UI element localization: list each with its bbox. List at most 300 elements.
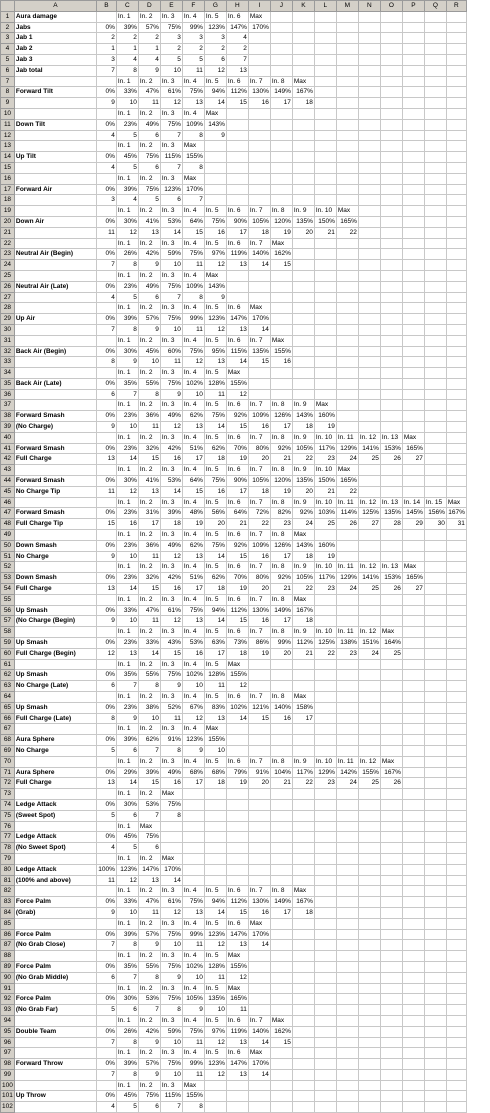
cell[interactable] [204, 832, 226, 843]
cell[interactable] [424, 270, 446, 281]
cell[interactable]: 11 [138, 907, 160, 918]
cell[interactable]: 0% [96, 346, 116, 357]
cell[interactable]: In. 2 [138, 594, 160, 605]
cell[interactable]: 17 [182, 454, 204, 465]
cell[interactable]: 24 [336, 584, 358, 595]
row-label-cell[interactable] [14, 162, 96, 173]
cell[interactable] [446, 400, 466, 411]
cell[interactable] [446, 864, 466, 875]
cell[interactable]: 14 [116, 454, 138, 465]
cell[interactable]: 13 [182, 422, 204, 433]
cell[interactable]: 115% [160, 1091, 182, 1102]
cell[interactable]: In. 4 [182, 497, 204, 508]
cell[interactable] [446, 918, 466, 929]
cell[interactable]: 23 [270, 519, 292, 530]
cell[interactable] [270, 130, 292, 141]
cell[interactable] [380, 465, 402, 476]
cell[interactable]: 12 [116, 486, 138, 497]
cell[interactable] [182, 875, 204, 886]
row-label-cell[interactable] [14, 789, 96, 800]
cell[interactable]: 47% [138, 87, 160, 98]
cell[interactable] [248, 821, 270, 832]
cell[interactable] [446, 270, 466, 281]
cell[interactable] [292, 378, 314, 389]
cell[interactable]: 11 [160, 357, 182, 368]
cell[interactable]: 12 [160, 616, 182, 627]
cell[interactable] [314, 1048, 336, 1059]
cell[interactable] [446, 1048, 466, 1059]
cell[interactable]: 18 [204, 454, 226, 465]
cell[interactable]: 61% [160, 605, 182, 616]
cell[interactable]: 120% [270, 476, 292, 487]
cell[interactable] [402, 540, 424, 551]
cell[interactable]: Max [314, 400, 336, 411]
cell[interactable] [402, 627, 424, 638]
row-header[interactable]: 101 [1, 1091, 15, 1102]
cell[interactable]: 153% [380, 573, 402, 584]
cell[interactable]: 30% [116, 994, 138, 1005]
cell[interactable] [424, 249, 446, 260]
cell[interactable]: In. 1 [116, 11, 138, 22]
cell[interactable] [424, 821, 446, 832]
cell[interactable]: 123% [204, 929, 226, 940]
cell[interactable]: In. 5 [204, 206, 226, 217]
cell[interactable]: 7 [160, 130, 182, 141]
cell[interactable] [204, 152, 226, 163]
cell[interactable] [424, 141, 446, 152]
cell[interactable] [358, 972, 380, 983]
cell[interactable] [248, 44, 270, 55]
cell[interactable]: 7 [116, 681, 138, 692]
cell[interactable] [380, 843, 402, 854]
cell[interactable]: In. 7 [248, 562, 270, 573]
cell[interactable] [336, 789, 358, 800]
cell[interactable] [248, 65, 270, 76]
cell[interactable] [270, 951, 292, 962]
cell[interactable] [314, 130, 336, 141]
row-header[interactable]: 35 [1, 378, 15, 389]
cell[interactable] [204, 843, 226, 854]
cell[interactable]: 138% [336, 638, 358, 649]
cell[interactable] [204, 799, 226, 810]
cell[interactable]: In. 1 [116, 659, 138, 670]
cell[interactable] [336, 281, 358, 292]
cell[interactable]: 9 [96, 422, 116, 433]
cell[interactable] [96, 1015, 116, 1026]
cell[interactable] [358, 1102, 380, 1113]
row-label-cell[interactable]: Forward Throw [14, 1059, 96, 1070]
cell[interactable] [358, 162, 380, 173]
cell[interactable]: In. 1 [116, 76, 138, 87]
cell[interactable] [336, 130, 358, 141]
cell[interactable] [270, 162, 292, 173]
cell[interactable]: 167% [292, 87, 314, 98]
row-label-cell[interactable] [14, 724, 96, 735]
cell[interactable]: 23% [116, 508, 138, 519]
cell[interactable]: 30% [116, 346, 138, 357]
cell[interactable]: 18 [292, 422, 314, 433]
cell[interactable] [380, 692, 402, 703]
cell[interactable]: 14 [226, 357, 248, 368]
cell[interactable]: 11 [226, 1005, 248, 1016]
cell[interactable]: 75% [160, 994, 182, 1005]
cell[interactable] [336, 303, 358, 314]
cell[interactable]: 8 [116, 324, 138, 335]
cell[interactable]: In. 2 [138, 789, 160, 800]
cell[interactable]: 149% [270, 87, 292, 98]
cell[interactable]: 14 [226, 713, 248, 724]
cell[interactable]: 128% [204, 670, 226, 681]
cell[interactable]: 4 [116, 54, 138, 65]
cell[interactable] [402, 616, 424, 627]
cell[interactable]: 97% [204, 1026, 226, 1037]
cell[interactable]: 165% [336, 216, 358, 227]
row-label-cell[interactable]: Full Charge [14, 778, 96, 789]
cell[interactable]: Max [226, 951, 248, 962]
cell[interactable] [424, 454, 446, 465]
cell[interactable] [358, 108, 380, 119]
cell[interactable]: 47% [138, 605, 160, 616]
cell[interactable]: 19 [314, 551, 336, 562]
cell[interactable] [204, 1102, 226, 1113]
cell[interactable]: 22 [292, 584, 314, 595]
cell[interactable] [270, 314, 292, 325]
row-header[interactable]: 19 [1, 206, 15, 217]
cell[interactable]: In. 1 [116, 951, 138, 962]
cell[interactable] [446, 789, 466, 800]
cell[interactable] [402, 681, 424, 692]
cell[interactable]: In. 5 [204, 465, 226, 476]
cell[interactable]: In. 6 [226, 432, 248, 443]
cell[interactable] [270, 724, 292, 735]
row-header[interactable]: 62 [1, 670, 15, 681]
cell[interactable] [402, 400, 424, 411]
cell[interactable] [424, 843, 446, 854]
cell[interactable] [402, 119, 424, 130]
cell[interactable] [446, 1091, 466, 1102]
cell[interactable]: 0% [96, 961, 116, 972]
cell[interactable] [358, 11, 380, 22]
cell[interactable]: 92% [226, 540, 248, 551]
row-label-cell[interactable] [14, 1048, 96, 1059]
cell[interactable]: 35% [116, 378, 138, 389]
cell[interactable] [424, 1026, 446, 1037]
cell[interactable]: In. 5 [204, 335, 226, 346]
cell[interactable] [446, 1069, 466, 1080]
cell[interactable] [336, 368, 358, 379]
row-header[interactable]: 95 [1, 1026, 15, 1037]
cell[interactable] [204, 1080, 226, 1091]
cell[interactable]: 105% [248, 216, 270, 227]
cell[interactable]: In. 2 [138, 951, 160, 962]
cell[interactable]: In. 2 [138, 659, 160, 670]
cell[interactable]: 60% [160, 346, 182, 357]
cell[interactable]: 10 [160, 1037, 182, 1048]
cell[interactable] [96, 724, 116, 735]
cell[interactable]: 33% [116, 87, 138, 98]
cell[interactable]: 25 [358, 778, 380, 789]
cell[interactable]: In. 3 [160, 206, 182, 217]
row-header[interactable]: 96 [1, 1037, 15, 1048]
cell[interactable] [314, 368, 336, 379]
cell[interactable]: 39% [116, 1059, 138, 1070]
cell[interactable] [270, 141, 292, 152]
cell[interactable]: In. 7 [248, 76, 270, 87]
cell[interactable]: 5 [96, 1005, 116, 1016]
row-header[interactable]: 64 [1, 692, 15, 703]
cell[interactable]: 0% [96, 929, 116, 940]
cell[interactable] [380, 670, 402, 681]
cell[interactable]: Max [336, 465, 358, 476]
cell[interactable]: 41% [138, 476, 160, 487]
cell[interactable] [358, 875, 380, 886]
cell[interactable] [380, 810, 402, 821]
cell[interactable] [380, 832, 402, 843]
cell[interactable] [402, 152, 424, 163]
cell[interactable]: In. 1 [116, 303, 138, 314]
cell[interactable] [380, 368, 402, 379]
cell[interactable] [314, 918, 336, 929]
row-label-cell[interactable] [14, 918, 96, 929]
cell[interactable]: 75% [138, 184, 160, 195]
cell[interactable]: 8 [138, 389, 160, 400]
cell[interactable] [292, 346, 314, 357]
cell[interactable] [204, 810, 226, 821]
cell[interactable]: Max [292, 886, 314, 897]
cell[interactable] [270, 810, 292, 821]
cell[interactable] [402, 184, 424, 195]
cell[interactable]: 92% [292, 508, 314, 519]
cell[interactable] [270, 173, 292, 184]
row-header[interactable]: 45 [1, 486, 15, 497]
cell[interactable] [424, 940, 446, 951]
cell[interactable]: Max [380, 756, 402, 767]
cell[interactable]: In. 2 [138, 1015, 160, 1026]
row-label-cell[interactable]: Full Charge (Late) [14, 713, 96, 724]
cell[interactable] [424, 789, 446, 800]
cell[interactable]: 135% [380, 508, 402, 519]
cell[interactable] [270, 65, 292, 76]
cell[interactable]: 11 [160, 713, 182, 724]
cell[interactable]: In. 9 [292, 432, 314, 443]
cell[interactable] [96, 692, 116, 703]
cell[interactable]: In. 5 [204, 400, 226, 411]
cell[interactable]: 11 [182, 324, 204, 335]
cell[interactable] [402, 897, 424, 908]
cell[interactable]: In. 10 [314, 432, 336, 443]
cell[interactable] [96, 789, 116, 800]
cell[interactable] [336, 11, 358, 22]
cell[interactable]: 20 [248, 584, 270, 595]
cell[interactable]: 9 [138, 324, 160, 335]
cell[interactable]: In. 3 [160, 238, 182, 249]
row-header[interactable]: 41 [1, 443, 15, 454]
cell[interactable]: In. 8 [270, 432, 292, 443]
cell[interactable]: 14 [248, 1037, 270, 1048]
cell[interactable]: 14 [248, 940, 270, 951]
column-header-c[interactable]: C [116, 1, 138, 12]
cell[interactable]: 26% [116, 249, 138, 260]
cell[interactable] [358, 551, 380, 562]
cell[interactable]: 10 [160, 1069, 182, 1080]
cell[interactable] [248, 162, 270, 173]
cell[interactable]: 68% [182, 767, 204, 778]
cell[interactable]: 5 [116, 843, 138, 854]
cell[interactable]: 162% [270, 249, 292, 260]
cell[interactable] [226, 108, 248, 119]
cell[interactable]: In. 2 [138, 983, 160, 994]
cell[interactable]: In. 2 [138, 432, 160, 443]
cell[interactable] [424, 692, 446, 703]
cell[interactable]: 70% [226, 573, 248, 584]
cell[interactable]: 15 [248, 357, 270, 368]
cell[interactable] [270, 33, 292, 44]
cell[interactable]: Max [160, 853, 182, 864]
cell[interactable] [424, 702, 446, 713]
cell[interactable] [446, 961, 466, 972]
cell[interactable]: In. 6 [226, 303, 248, 314]
cell[interactable]: 14 [248, 324, 270, 335]
cell[interactable]: 29 [402, 519, 424, 530]
cell[interactable]: In. 7 [248, 756, 270, 767]
cell[interactable]: 10 [116, 616, 138, 627]
column-header-f[interactable]: F [182, 1, 204, 12]
cell[interactable]: 15 [270, 1037, 292, 1048]
cell[interactable]: 0% [96, 670, 116, 681]
row-label-cell[interactable]: Down Air [14, 216, 96, 227]
cell[interactable] [314, 65, 336, 76]
cell[interactable] [270, 54, 292, 65]
cell[interactable] [380, 1026, 402, 1037]
row-header[interactable]: 54 [1, 584, 15, 595]
cell[interactable]: In. 4 [182, 335, 204, 346]
row-label-cell[interactable] [14, 1102, 96, 1113]
cell[interactable]: 17 [226, 486, 248, 497]
cell[interactable] [424, 119, 446, 130]
cell[interactable]: Max [270, 1015, 292, 1026]
cell[interactable]: 140% [248, 249, 270, 260]
cell[interactable]: 57% [138, 1059, 160, 1070]
cell[interactable] [424, 87, 446, 98]
row-header[interactable]: 84 [1, 907, 15, 918]
cell[interactable] [314, 745, 336, 756]
cell[interactable]: In. 8 [270, 886, 292, 897]
cell[interactable] [292, 994, 314, 1005]
cell[interactable] [336, 87, 358, 98]
row-label-cell[interactable]: Up Air [14, 314, 96, 325]
cell[interactable] [446, 119, 466, 130]
cell[interactable]: In. 3 [160, 270, 182, 281]
cell[interactable] [226, 152, 248, 163]
row-label-cell[interactable] [14, 195, 96, 206]
cell[interactable] [336, 594, 358, 605]
cell[interactable] [424, 1080, 446, 1091]
cell[interactable] [270, 1069, 292, 1080]
cell[interactable] [402, 767, 424, 778]
cell[interactable]: 68% [204, 767, 226, 778]
cell[interactable]: 112% [226, 87, 248, 98]
cell[interactable] [424, 400, 446, 411]
cell[interactable]: 14 [138, 648, 160, 659]
cell[interactable]: 128% [204, 378, 226, 389]
cell[interactable]: 22 [292, 778, 314, 789]
cell[interactable]: 23% [116, 702, 138, 713]
cell[interactable]: 16 [182, 648, 204, 659]
cell[interactable] [292, 54, 314, 65]
cell[interactable]: 56% [204, 508, 226, 519]
cell[interactable]: In. 7 [248, 627, 270, 638]
cell[interactable]: In. 4 [182, 11, 204, 22]
cell[interactable] [380, 270, 402, 281]
cell[interactable]: In. 1 [116, 627, 138, 638]
cell[interactable] [248, 152, 270, 163]
cell[interactable] [424, 260, 446, 271]
cell[interactable] [446, 681, 466, 692]
cell[interactable]: 0% [96, 767, 116, 778]
cell[interactable] [270, 799, 292, 810]
cell[interactable] [402, 378, 424, 389]
cell[interactable]: In. 1 [116, 206, 138, 217]
cell[interactable]: 55% [138, 961, 160, 972]
row-header[interactable]: 100 [1, 1080, 15, 1091]
cell[interactable] [402, 260, 424, 271]
cell[interactable] [292, 238, 314, 249]
cell[interactable]: 91% [248, 767, 270, 778]
cell[interactable] [314, 605, 336, 616]
cell[interactable] [358, 270, 380, 281]
cell[interactable] [182, 789, 204, 800]
cell[interactable] [446, 853, 466, 864]
cell[interactable]: 130% [248, 897, 270, 908]
row-header[interactable]: 99 [1, 1069, 15, 1080]
cell[interactable] [380, 972, 402, 983]
cell[interactable] [380, 411, 402, 422]
cell[interactable] [446, 292, 466, 303]
cell[interactable] [380, 130, 402, 141]
cell[interactable]: 7 [182, 195, 204, 206]
cell[interactable]: 36% [138, 540, 160, 551]
row-label-cell[interactable]: No Charge [14, 745, 96, 756]
cell[interactable]: Max [160, 789, 182, 800]
cell[interactable]: In. 4 [182, 983, 204, 994]
cell[interactable] [226, 141, 248, 152]
cell[interactable]: 9 [160, 972, 182, 983]
cell[interactable]: Max [204, 724, 226, 735]
cell[interactable] [226, 724, 248, 735]
cell[interactable]: 11 [96, 486, 116, 497]
cell[interactable] [292, 11, 314, 22]
cell[interactable] [358, 346, 380, 357]
cell[interactable]: 35% [116, 961, 138, 972]
cell[interactable]: 13 [226, 1069, 248, 1080]
cell[interactable] [182, 832, 204, 843]
cell[interactable] [336, 346, 358, 357]
cell[interactable]: In. 11 [336, 627, 358, 638]
cell[interactable] [292, 681, 314, 692]
cell[interactable]: 167% [292, 605, 314, 616]
cell[interactable]: 15 [226, 422, 248, 433]
cell[interactable]: In. 1 [116, 1080, 138, 1091]
cell[interactable] [424, 724, 446, 735]
cell[interactable]: 8 [116, 260, 138, 271]
cell[interactable] [424, 551, 446, 562]
cell[interactable]: 12 [160, 907, 182, 918]
cell[interactable] [248, 972, 270, 983]
cell[interactable] [226, 735, 248, 746]
cell[interactable] [314, 616, 336, 627]
cell[interactable]: 13 [138, 875, 160, 886]
row-header[interactable]: 37 [1, 400, 15, 411]
